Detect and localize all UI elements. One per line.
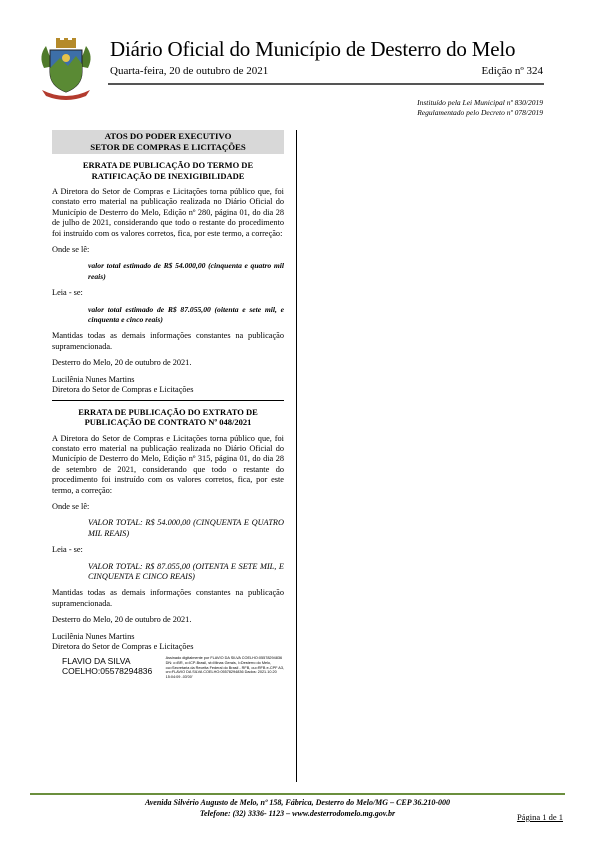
errata-1-onde-label: Onde se lê: — [52, 245, 90, 255]
footer-contact: Telefone: (32) 3336- 1123 – www.desterrodomelo.mg.gov.br — [199, 809, 396, 818]
errata-2-signer: Lucilênia Nunes Martins — [52, 631, 135, 641]
legal-basis — [417, 98, 543, 118]
publication-title: Diário Oficial do Município de Desterro do Melo — [110, 37, 516, 61]
errata-2-leia-text: VALOR TOTAL: R$ 87.055,00 (OITENTA E SETE MIL, E CINQUENTA E CINCO REAIS) — [88, 561, 284, 581]
page-number: Página 1 de 1 — [516, 812, 563, 822]
errata-1-signer-role: Diretora do Setor de Compras e Licitações — [52, 385, 194, 395]
errata-1-signer: Lucilênia Nunes Martins — [52, 374, 135, 384]
errata-2-signer-role: Diretora do Setor de Compras e Licitações — [52, 642, 194, 651]
signature-name-line2: COELHO:05578294836 — [62, 666, 153, 677]
errata-2-closing: Mantidas todas as demais informações constantes na publicação supramencionada. — [52, 588, 284, 608]
errata-2-place-date: Desterro do Melo, 20 de outubro de 2021. — [52, 615, 192, 625]
footer-divider — [30, 793, 565, 795]
left-column — [52, 130, 284, 679]
signature-metadata: Assinado digitalmente por FLAVIO DA SILVA COELHO:05578294836 DN: c=BR, o=ICP-Brasil, st=Minas Gerais, l=Desterro do Melo, ou=Secretaria da Receita Federal do Brasil - RFB, ou=RFB e-CPF A3, cn=FLAVIO DA SILVA COELHO:05578294836 Dados: 2021.10.20 15:04:09 -03'00' — [165, 656, 284, 679]
publication-date: Quarta-feira, 20 de outubro de 2021 — [110, 65, 269, 77]
errata-1-leia-label: Leia - se: — [52, 288, 83, 298]
errata-2-heading: ERRATA DE PUBLICAÇÃO DO EXTRATO DE PUBLICAÇÃO DE CONTRATO Nº 048/2021 — [78, 406, 258, 427]
edition-number: Edição nº 324 — [481, 65, 543, 77]
section-divider — [52, 400, 284, 401]
instituted-text: Instituído pela Lei Municipal nº 830/2019 — [417, 98, 543, 107]
errata-1-body: A Diretora do Setor de Compras e Licitações torna público que, foi constato erro material na publicação realizada no Diário Oficial do Município de Desterro do Melo, Edição nº 280, página 01, do dia 28 de julho de 2021, considerando que todo o restante do procedimento foi instruído com os valores corretos, fica, por este termo, a correção: — [52, 187, 284, 238]
digital-signature-stamp — [52, 656, 284, 679]
errata-2-body: A Diretora do Setor de Compras e Licitações torna público que, foi constato erro material na publicação realizada no Diário Oficial do Município de Desterro do Melo, Edição nº 315, página 01, do dia 28 de setembro de 2021, considerando que todo o restante do procedimento foi instruído com os valores corretos, fica, por este termo, a correção: — [52, 433, 284, 495]
errata-2-leia-label: Leia - se: — [52, 545, 83, 555]
errata-1-place-date: Desterro do Melo, 20 de outubro de 2021. — [52, 358, 192, 368]
errata-1 — [52, 160, 284, 396]
column-divider — [296, 130, 297, 782]
signature-name-line1: FLAVIO DA SILVA — [62, 656, 131, 667]
signature-name — [52, 656, 166, 676]
regulated-text: Regulamentado pelo Decreto nº 078/2019 — [417, 108, 543, 117]
errata-1-onde-text: valor total estimado de R$ 54.000,00 (cinquenta e quatro mil reais) — [88, 261, 284, 281]
section-header — [52, 130, 284, 154]
footer — [0, 797, 595, 819]
municipal-crest-logo — [36, 38, 96, 102]
errata-1-closing: Mantidas todas as demais informações constantes na publicação supramencionada. — [52, 331, 284, 351]
errata-2-onde-label: Onde se lê: — [52, 501, 90, 511]
errata-1-leia-text: valor total estimado de R$ 87.055,00 (oitenta e sete mil, e cinquenta e cinco reais) — [88, 304, 284, 325]
header-divider — [108, 83, 544, 85]
section-subtitle: SETOR DE COMPRAS E LICITAÇÕES — [90, 142, 246, 152]
errata-1-heading: ERRATA DE PUBLICAÇÃO DO TERMO DE RATIFICAÇÃO DE INEXIGIBILIDADE — [82, 160, 254, 181]
footer-address: Avenida Silvério Augusto de Melo, nº 158, Fábrica, Desterro do Melo/MG – CEP 36.210-000 — [145, 798, 450, 807]
errata-2 — [52, 407, 284, 653]
errata-2-onde-text: VALOR TOTAL: R$ 54.000,00 (CINQUENTA E QUATRO MIL REAIS) — [88, 518, 284, 538]
section-title: ATOS DO PODER EXECUTIVO — [104, 131, 232, 141]
